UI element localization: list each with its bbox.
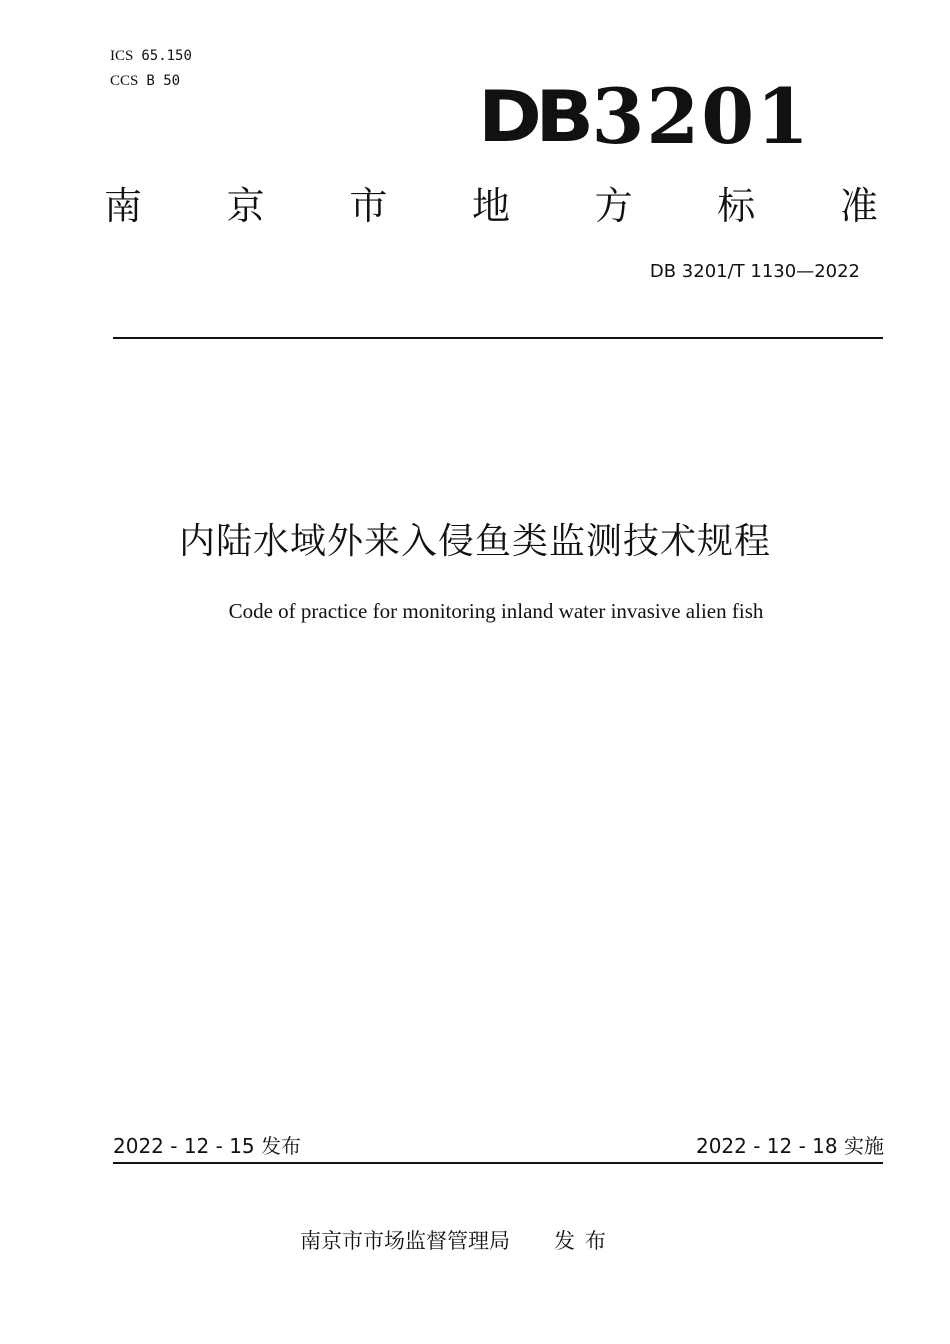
implementation-date: 2022 - 12 - 18 实施 bbox=[695, 1134, 884, 1158]
document-title-zh: 内陆水域外来入侵鱼类监测技术规程 bbox=[178, 521, 771, 562]
db-logo bbox=[478, 72, 811, 162]
issue-date: 2022 - 12 - 15 发布 bbox=[113, 1134, 302, 1158]
standard-type-heading bbox=[104, 182, 878, 230]
standard-type-char: 南 bbox=[104, 184, 143, 228]
ccs-code bbox=[110, 71, 180, 90]
standard-type-char: 地 bbox=[471, 184, 510, 228]
standard-type-char: 标 bbox=[717, 184, 756, 228]
standard-type-char: 方 bbox=[594, 184, 633, 228]
publisher-action: 发布 bbox=[554, 1229, 616, 1253]
ccs-label: CCS bbox=[110, 73, 139, 89]
ics-label: ICS bbox=[110, 48, 134, 64]
document-title-en: Code of practice for monitoring inland water invasive alien fish bbox=[228, 599, 764, 623]
standard-type-char: 准 bbox=[839, 184, 878, 228]
footer-divider bbox=[113, 1162, 883, 1164]
publisher-line bbox=[300, 1226, 616, 1256]
standard-type-char: 市 bbox=[349, 184, 388, 228]
db-logo-number: 3201 bbox=[591, 72, 811, 161]
ccs-value: B 50 bbox=[146, 73, 181, 89]
standard-type-char: 京 bbox=[226, 184, 265, 228]
standard-number: DB 3201/T 1130—2022 bbox=[649, 261, 860, 282]
header-divider bbox=[113, 337, 883, 339]
db-logo-prefix: DB bbox=[478, 76, 588, 158]
publisher-name: 南京市市场监督管理局 bbox=[300, 1229, 510, 1253]
ics-code bbox=[110, 46, 192, 65]
ics-value: 65.150 bbox=[141, 48, 192, 64]
